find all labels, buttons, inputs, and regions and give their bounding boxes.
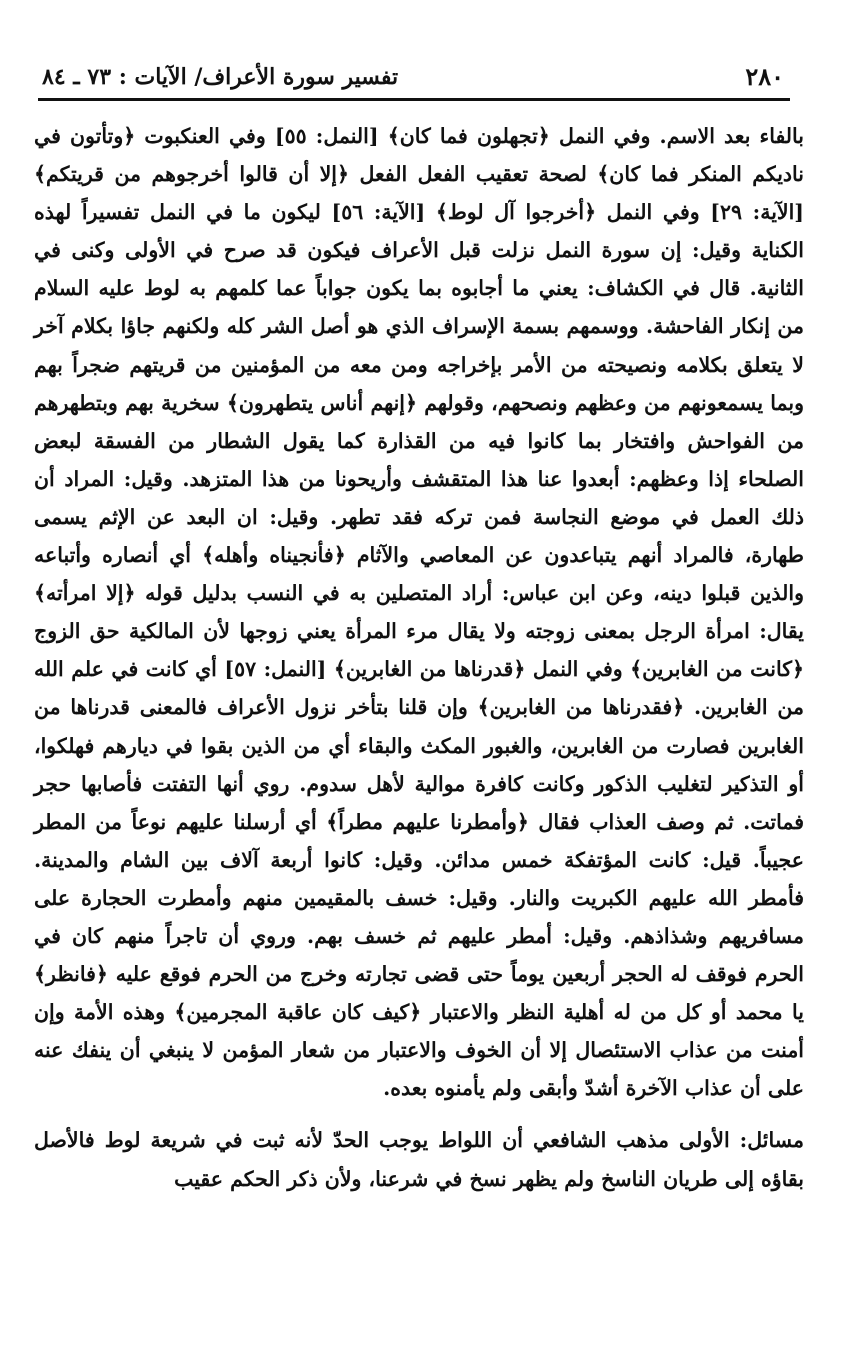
paragraph-masail: مسائل: الأولى مذهب الشافعي أن اللواط يوجب الحدّ لأنه ثبت في شريعة لوط فالأصل بقاؤه إلى طريان الناسخ ولم يظهر نسخ في شرعنا، ولأن ذكر الحكم عقيب <box>34 1128 804 1191</box>
running-header <box>38 58 790 101</box>
running-title: تفسير سورة الأعراف/ الآيات : ٧٣ ـ ٨٤ <box>42 64 399 90</box>
page-number: ٢٨٠ <box>745 62 784 91</box>
commentary-body <box>34 117 804 1198</box>
paragraph-main: بالفاء بعد الاسم. وفي النمل ﴿تجهلون فما كان﴾ [النمل: ٥٥] وفي العنكبوت ﴿وتأتون في ناديكم المنكر فما كان﴾ لصحة تعقيب الفعل الفعل ﴿إلا أن قالوا أخرجوهم من قريتكم﴾ [الآية: ٢٩] وفي النمل ﴿أخرجوا آل لوط﴾ [الآية: ٥٦] ليكون ما في النمل تفسيراً لهذه الكناية وقيل: إن سورة النمل نزلت قبل الأعراف فيكون قد صرح في الأولى وكنى في الثانية. قال في الكشاف: يعني ما أجابوه بما يكون جواباً عما كلمهم به لوط عليه السلام من إنكار الفاحشة. ووسمهم بسمة الإسراف الذي هو أصل الشر كله ولكنهم جاؤا بكلام آخر لا يتعلق بكلامه ونصيحته من الأمر بإخراجه ومن معه من المؤمنين من قريتهم ضجراً بهم وبما يسمعونهم من وعظهم ونصحهم، وقولهم ﴿إنهم أناس يتطهرون﴾ سخرية بهم وبتطهرهم من الفواحش وافتخار بما كانوا فيه من القذارة كما يقول الشطار من الفسقة لبعض الصلحاء إذا وعظهم: أبعدوا عنا هذا المتقشف وأريحونا من هذا المتزهد. وقيل: المراد أن ذلك العمل في موضع النجاسة فمن تركه فقد تطهر. وقيل: ان البعد عن الإثم يسمى طهارة، فالمراد أنهم يتباعدون عن المعاصي والآثام ﴿فأنجيناه وأهله﴾ أي أنصاره وأتباعه والذين قبلوا دينه، وعن ابن عباس: أراد المتصلين به في النسب بدليل قوله ﴿إلا امرأته﴾ يقال: امرأة الرجل بمعنى زوجته ولا يقال مرء المرأة يعني زوجها لأن المالكية حق الزوج ﴿كانت من الغابرين﴾ وفي النمل ﴿قدرناها من الغابرين﴾ [النمل: ٥٧] أي كانت في علم الله من الغابرين. ﴿فقدرناها من الغابرين﴾ وإن قلنا بتأخر نزول الأعراف فالمعنى قدرناها من الغابرين فصارت من الغابرين، والغبور المكث والبقاء أي من الذين بقوا في ديارهم فهلكوا، أو التذكير لتغليب الذكور وكانت كافرة موالية لأهل سدوم. روي أنها التفتت فأصابها حجر فماتت. ثم وصف العذاب فقال ﴿وأمطرنا عليهم مطراً﴾ أي أرسلنا عليهم نوعاً من المطر عجيباً. قيل: كانت المؤتفكة خمس مدائن. وقيل: كانوا أربعة آلاف بين الشام والمدينة. فأمطر الله عليهم الكبريت والنار. وقيل: خسف بالمقيمين منهم وأمطرت الحجارة على مسافريهم وشذاذهم. وقيل: أمطر عليهم ثم خسف بهم. وروي أن تاجراً منهم كان في الحرم فوقف له الحجر أربعين يوماً حتى قضى تجارته وخرج من الحرم فوقع عليه ﴿فانظر﴾ يا محمد أو كل من له أهلية النظر والاعتبار ﴿كيف كان عاقبة المجرمين﴾ وهذه الأمة وإن أمنت من عذاب الاستئصال إلا أن الخوف والاعتبار من شعار المؤمن لا ينبغي أن ينفك عنه على أن عذاب الآخرة أشدّ وأبقى ولم يأمنوه بعده. <box>34 124 805 1101</box>
